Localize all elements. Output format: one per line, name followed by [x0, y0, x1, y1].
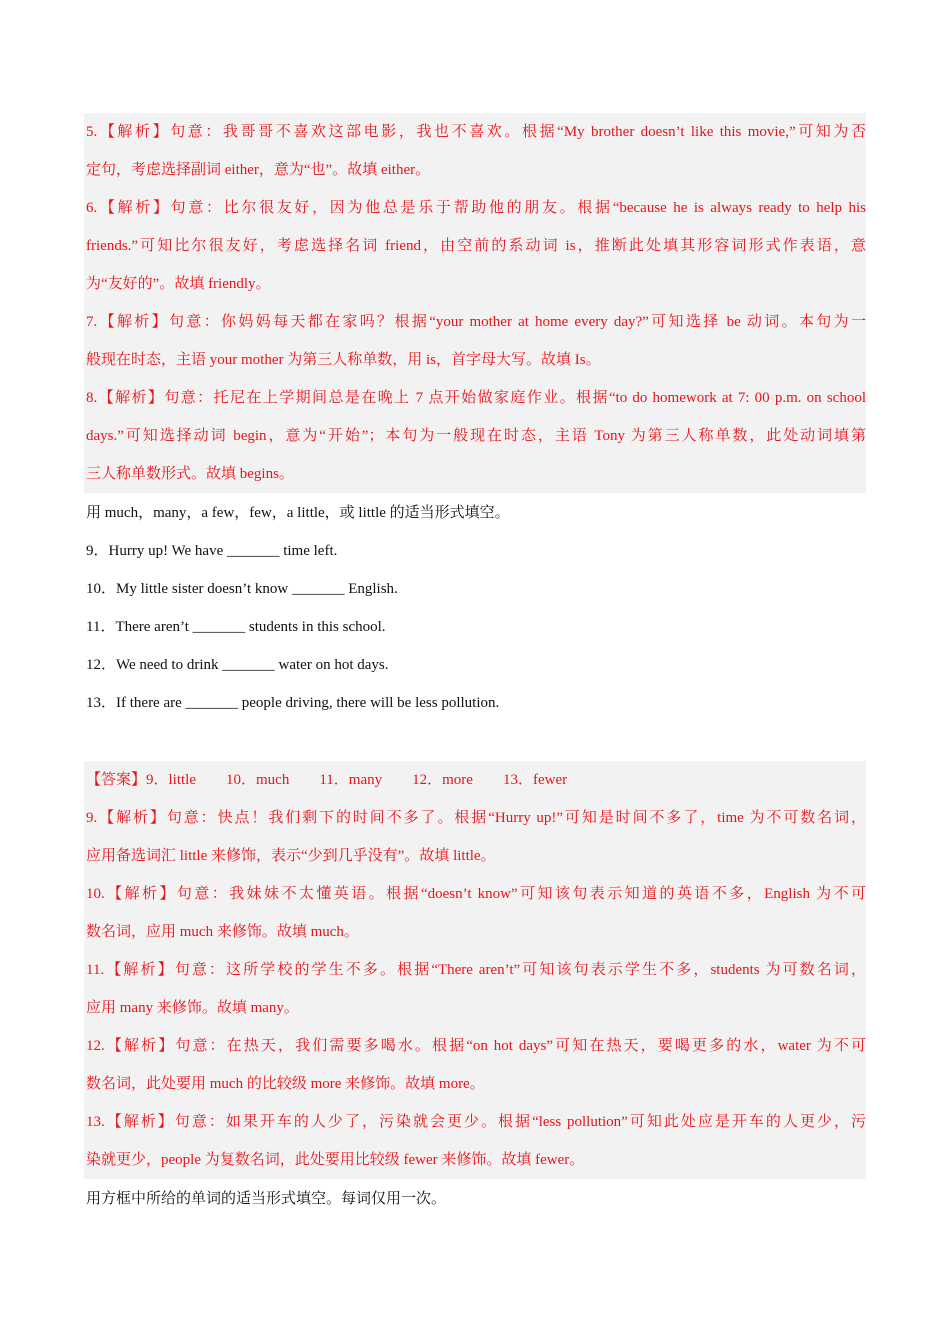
instruction-section: [84, 494, 866, 532]
explanation-line: 染就更少，people 为复数名词，此处要用比较级 fewer 来修饰。故填 fewer。: [86, 1152, 585, 1168]
explanation-line: 定句，考虑选择副词 either，意为“也”。故填 either。: [86, 162, 431, 178]
instruction-section: [84, 1180, 866, 1218]
explanation-line: 10.【解析】句意：我妹妹不太懂英语。根据“doesn’t know”可知该句表示知道的英语不多，English 为不可: [86, 886, 866, 902]
explanation-line: 6.【解析】句意：比尔很友好，因为他总是乐于帮助他的朋友。根据“because he is always ready to help his: [86, 200, 866, 216]
explanation-line: 7.【解析】句意：你妈妈每天都在家吗？根据“your mother at home every day?”可知选择 be 动词。本句为一: [86, 314, 866, 330]
answer-item: 9．little: [146, 772, 197, 788]
explanation-line: 8.【解析】句意：托尼在上学期间总是在晚上 7 点开始做家庭作业。根据“to do homework at 7: 00 p.m. on school: [86, 390, 866, 406]
explanation-line: 数名词，此处要用 much 的比较级 more 来修饰。故填 more。: [86, 1076, 485, 1092]
answer-label: 【答案】: [86, 772, 147, 788]
explanation-line: 应用备选词汇 little 来修饰，表示“少到几乎没有”。故填 little。: [86, 848, 496, 864]
explanation-line: 为“友好的”。故填 friendly。: [86, 276, 271, 292]
explanation-line: 12.【解析】句意：在热天，我们需要多喝水。根据“on hot days”可知在热天，要喝更多的水，water 为不可: [86, 1038, 866, 1054]
question-item: 9．Hurry up! We have _______ time left.: [86, 543, 338, 559]
question-item: 11．There aren’t _______ students in this school.: [86, 619, 386, 635]
question-item: 13．If there are _______ people driving, there will be less pollution.: [86, 695, 500, 711]
explanation-line: friends.”可知比尔很友好，考虑选择名词 friend，由空前的系动词 is，推断此处填其形容词形式作表语，意: [86, 238, 866, 254]
explanation-line: 11.【解析】句意：这所学校的学生不多。根据“There aren’t”可知该句表示学生不多，students 为可数名词，: [86, 962, 866, 978]
explanation-line: 般现在时态，主语 your mother 为第三人称单数，用 is，首字母大写。故填 Is。: [86, 352, 601, 368]
question-item: 10．My little sister doesn’t know _______ English.: [86, 581, 398, 597]
explanation-line: days.”可知选择动词 begin，意为“开始”；本句为一般现在时态，主语 Tony 为第三人称单数，此处动词填第: [86, 428, 866, 444]
explanation-line: 三人称单数形式。故填 begins。: [86, 466, 294, 482]
answer-item: 11．many: [319, 772, 383, 788]
explanation-line: 9.【解析】句意：快点！我们剩下的时间不多了。根据“Hurry up!”可知是时间不多了，time 为不可数名词，: [86, 810, 866, 826]
answer-line: [86, 761, 866, 799]
question-list: [84, 532, 866, 722]
answer-item: 13．fewer: [502, 772, 568, 788]
instruction-text: 用方框中所给的单词的适当形式填空。每词仅用一次。: [86, 1191, 447, 1207]
instruction-text: 用 much，many，a few，few，a little，或 little 的适当形式填空。: [86, 505, 510, 521]
explanation-line: 5.【解析】句意：我哥哥不喜欢这部电影，我也不喜欢。根据“My brother doesn’t like this movie,”可知为否: [86, 124, 866, 140]
answer-block-9-13: [84, 761, 866, 1179]
answer-item: 10．much: [226, 772, 290, 788]
explanation-line: 13.【解析】句意：如果开车的人少了，污染就会更少。根据“less pollution”可知此处应是开车的人更少，污: [86, 1114, 866, 1130]
answer-item: 12．more: [412, 772, 473, 788]
explanation-block-5-8: [84, 113, 866, 493]
explanation-line: 应用 many 来修饰。故填 many。: [86, 1000, 299, 1016]
explanation-line: 数名词，应用 much 来修饰。故填 much。: [86, 924, 359, 940]
question-item: 12．We need to drink _______ water on hot days.: [86, 657, 389, 673]
